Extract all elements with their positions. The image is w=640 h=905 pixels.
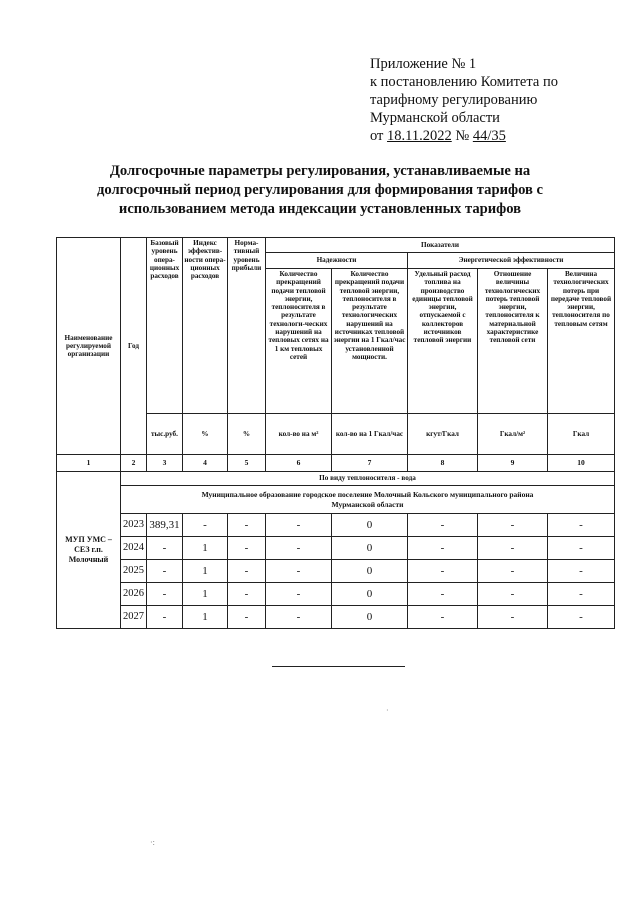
table-row: [57, 537, 615, 560]
unit-col-8: кгут/Гкал: [408, 414, 478, 455]
annex-title: Приложение № 1: [370, 56, 477, 72]
table-row: [57, 606, 615, 629]
header-col-10: Величина технологических потерь при передаче тепловой энергии, теплоносителя по тепловым сетям: [548, 269, 615, 414]
cell-year: 2024: [121, 537, 147, 560]
cell-col-8: -: [408, 583, 478, 606]
header-energy-efficiency: Энергетической эффективности: [408, 253, 615, 269]
column-number: 3: [147, 455, 183, 472]
header-normative-profit: Норма-тивный уровень прибыли: [228, 238, 266, 414]
annex-header: [370, 55, 630, 145]
cell-year: 2027: [121, 606, 147, 629]
header-year: Год: [121, 238, 147, 455]
cell-col-6: -: [266, 514, 332, 537]
number-prefix: №: [451, 128, 473, 144]
cell-col-8: -: [408, 537, 478, 560]
annex-line: тарифному регулированию: [370, 92, 538, 108]
section-heat-carrier: По виду теплоносителя - вода: [121, 472, 615, 486]
cell-col-10: -: [548, 606, 615, 629]
cell-col-7: 0: [332, 606, 408, 629]
table-row: [57, 583, 615, 606]
header-col-6: Количество прекращений подачи тепловой энергии, теплоносителя в результате технологи-ческих нарушений на тепловых сетях на 1 км тепловых сетей: [266, 269, 332, 414]
cell-normative-profit: -: [228, 583, 266, 606]
cell-col-9: -: [478, 514, 548, 537]
cell-efficiency-index: 1: [183, 560, 228, 583]
annex-line: Мурманской области: [370, 110, 500, 126]
cell-col-8: -: [408, 560, 478, 583]
signature-line: [272, 666, 405, 667]
cell-col-6: -: [266, 606, 332, 629]
cell-base-opex: -: [147, 537, 183, 560]
column-number: 7: [332, 455, 408, 472]
section-municipality: Муниципальное образование городское поселение Молочный Кольского муниципального района Мурманской области: [121, 486, 615, 514]
cell-base-opex: -: [147, 606, 183, 629]
annex-line: к постановлению Комитета по: [370, 74, 558, 90]
decree-number: 44/35: [472, 128, 506, 144]
title-line: Долгосрочные параметры регулирования, устанавливаемые на: [109, 163, 531, 179]
cell-base-opex: -: [147, 560, 183, 583]
table-row: [57, 514, 615, 537]
column-numbers-row: [57, 455, 615, 472]
header-col-8: Удельный расход топлива на производство единицы тепловой энергии, отпускаемой с коллекторов источников тепловой энергии: [408, 269, 478, 414]
decree-date: 18.11.2022: [387, 128, 452, 144]
header-org: Наименование регулируемой организации: [57, 238, 121, 455]
cell-col-7: 0: [332, 514, 408, 537]
unit-col-7: кол-во на 1 Гкал/час: [332, 414, 408, 455]
cell-efficiency-index: 1: [183, 583, 228, 606]
cell-normative-profit: -: [228, 514, 266, 537]
header-base-opex: Базовый уровень опера-ционных расходов: [147, 238, 183, 414]
column-number: 4: [183, 455, 228, 472]
cell-col-10: -: [548, 583, 615, 606]
cell-col-10: -: [548, 514, 615, 537]
cell-col-9: -: [478, 583, 548, 606]
cell-col-8: -: [408, 514, 478, 537]
column-number: 6: [266, 455, 332, 472]
header-reliability: Надежности: [266, 253, 408, 269]
unit-col-6: кол-во на м²: [266, 414, 332, 455]
title-line: использованием метода индексации установленных тарифов: [118, 201, 522, 217]
column-number: 8: [408, 455, 478, 472]
cell-col-7: 0: [332, 560, 408, 583]
header-col-7: Количество прекращений подачи тепловой энергии, теплоносителя в результате технологических нарушений на источниках тепловой энергии на 1 Гкал/час установленной мощности.: [332, 269, 408, 414]
organization-name: МУП УМС – СЕЗ г.п. Молочный: [57, 472, 121, 629]
cell-efficiency-index: -: [183, 514, 228, 537]
table-row: [57, 560, 615, 583]
cell-base-opex: 389,31: [147, 514, 183, 537]
unit-index: %: [183, 414, 228, 455]
document-title: [30, 162, 610, 219]
header-col-9: Отношение величины технологических потерь тепловой энергии, теплоносителя к материальной характеристике тепловой сети: [478, 269, 548, 414]
column-number: 2: [121, 455, 147, 472]
annex-date-line: [370, 127, 630, 145]
scan-speck: ·: [386, 706, 389, 715]
cell-year: 2026: [121, 583, 147, 606]
cell-col-7: 0: [332, 537, 408, 560]
unit-base: тыс.руб.: [147, 414, 183, 455]
cell-normative-profit: -: [228, 606, 266, 629]
parameters-table: [56, 237, 615, 629]
cell-col-7: 0: [332, 583, 408, 606]
cell-year: 2023: [121, 514, 147, 537]
cell-col-6: -: [266, 583, 332, 606]
unit-col-10: Гкал: [548, 414, 615, 455]
column-number: 5: [228, 455, 266, 472]
cell-normative-profit: -: [228, 537, 266, 560]
scan-speck: ·:: [150, 838, 155, 847]
column-number: 10: [548, 455, 615, 472]
cell-col-9: -: [478, 537, 548, 560]
cell-base-opex: -: [147, 583, 183, 606]
column-number: 1: [57, 455, 121, 472]
header-indicators: Показатели: [266, 238, 615, 253]
cell-col-6: -: [266, 560, 332, 583]
date-prefix: от: [370, 128, 388, 144]
cell-col-9: -: [478, 606, 548, 629]
title-line: долгосрочный период регулирования для формирования тарифов с: [96, 182, 544, 198]
column-number: 9: [478, 455, 548, 472]
cell-col-6: -: [266, 537, 332, 560]
cell-normative-profit: -: [228, 560, 266, 583]
cell-col-10: -: [548, 537, 615, 560]
unit-norm: %: [228, 414, 266, 455]
cell-col-10: -: [548, 560, 615, 583]
unit-col-9: Гкал/м²: [478, 414, 548, 455]
cell-efficiency-index: 1: [183, 537, 228, 560]
cell-year: 2025: [121, 560, 147, 583]
cell-col-8: -: [408, 606, 478, 629]
cell-efficiency-index: 1: [183, 606, 228, 629]
cell-col-9: -: [478, 560, 548, 583]
header-efficiency-index: Индекс эффектив-ности опера-ционных расходов: [183, 238, 228, 414]
